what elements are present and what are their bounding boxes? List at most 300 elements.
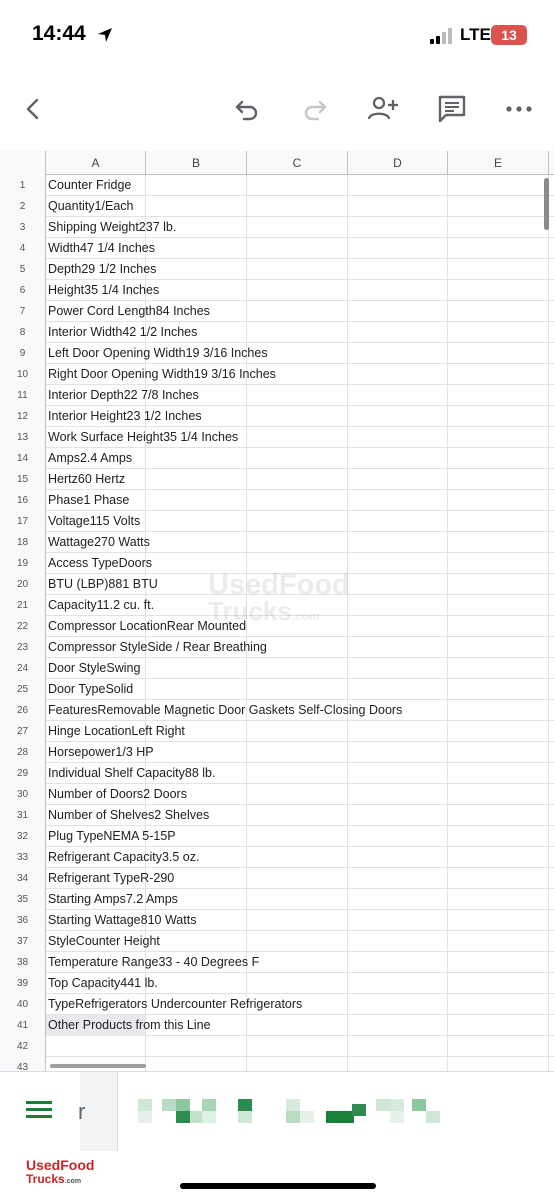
cell-c8[interactable] xyxy=(247,322,348,343)
cell-b43[interactable] xyxy=(146,1057,247,1071)
cell-d29[interactable] xyxy=(348,763,448,784)
cell-e30[interactable] xyxy=(448,784,549,805)
row-header[interactable]: 19 xyxy=(0,553,46,574)
cell-c34[interactable] xyxy=(247,868,348,889)
table-row xyxy=(0,742,554,763)
cell-c28[interactable] xyxy=(247,742,348,763)
cell-text: Shipping Weight237 lb. xyxy=(48,220,177,234)
row-header[interactable]: 30 xyxy=(0,784,46,805)
cell-text: Compressor StyleSide / Rear Breathing xyxy=(48,640,267,654)
row-header[interactable]: 18 xyxy=(0,532,46,553)
cell-c18[interactable] xyxy=(247,532,348,553)
cell-e40[interactable] xyxy=(448,994,549,1015)
cell-c19[interactable] xyxy=(247,553,348,574)
row-header[interactable]: 26 xyxy=(0,700,46,721)
table-row xyxy=(0,889,554,910)
cell-d42[interactable] xyxy=(348,1036,448,1057)
cell-e7[interactable] xyxy=(448,301,549,322)
row-header[interactable]: 17 xyxy=(0,511,46,532)
row-header[interactable]: 41 xyxy=(0,1015,46,1036)
cell-a42[interactable] xyxy=(46,1036,146,1057)
cell-e23[interactable] xyxy=(448,637,549,658)
table-row xyxy=(0,721,554,742)
row-header[interactable]: 8 xyxy=(0,322,46,343)
cell-e33[interactable] xyxy=(448,847,549,868)
row-header[interactable]: 32 xyxy=(0,826,46,847)
cell-text: Door StyleSwing xyxy=(48,661,141,675)
select-all-corner[interactable] xyxy=(0,151,46,175)
row-header[interactable]: 31 xyxy=(0,805,46,826)
cell-b15[interactable] xyxy=(146,469,247,490)
cell-d36[interactable] xyxy=(348,910,448,931)
add-person-icon xyxy=(367,95,399,123)
row-header[interactable]: 10 xyxy=(0,364,46,385)
table-row xyxy=(0,364,554,385)
cell-c24[interactable] xyxy=(247,658,348,679)
cell-text: Capacity11.2 cu. ft. xyxy=(48,598,155,612)
cell-d33[interactable] xyxy=(348,847,448,868)
cell-c27[interactable] xyxy=(247,721,348,742)
cell-text: Interior Height23 1/2 Inches xyxy=(48,409,202,423)
column-header-c[interactable]: C xyxy=(247,151,348,175)
undo-button[interactable] xyxy=(228,90,266,128)
cell-e11[interactable] xyxy=(448,385,549,406)
cell-text: Plug TypeNEMA 5-15P xyxy=(48,829,176,843)
cell-text: Amps2.4 Amps xyxy=(48,451,133,465)
cell-c38[interactable] xyxy=(247,952,348,973)
cell-e25[interactable] xyxy=(448,679,549,700)
cell-d1[interactable] xyxy=(348,175,448,196)
table-row xyxy=(0,784,554,805)
row-header[interactable]: 4 xyxy=(0,238,46,259)
cell-d28[interactable] xyxy=(348,742,448,763)
row-header[interactable]: 15 xyxy=(0,469,46,490)
cell-b39[interactable] xyxy=(146,973,247,994)
row-header[interactable]: 27 xyxy=(0,721,46,742)
row-header[interactable]: 42 xyxy=(0,1036,46,1057)
cell-e14[interactable] xyxy=(448,448,549,469)
cell-b19[interactable] xyxy=(146,553,247,574)
cell-d4[interactable] xyxy=(348,238,448,259)
cell-e13[interactable] xyxy=(448,427,549,448)
table-row xyxy=(0,868,554,889)
cell-c36[interactable] xyxy=(247,910,348,931)
row-header[interactable]: 22 xyxy=(0,616,46,637)
all-sheets-menu-icon[interactable] xyxy=(26,1101,54,1123)
cell-c25[interactable] xyxy=(247,679,348,700)
cell-c17[interactable] xyxy=(247,511,348,532)
table-row xyxy=(0,616,554,637)
cell-d6[interactable] xyxy=(348,280,448,301)
table-row xyxy=(0,826,554,847)
cell-d19[interactable] xyxy=(348,553,448,574)
cell-e41[interactable] xyxy=(448,1015,549,1036)
cell-text: Left Door Opening Width19 3/16 Inches xyxy=(48,346,268,360)
cell-text: Voltage115 Volts xyxy=(48,514,141,528)
cell-c11[interactable] xyxy=(247,385,348,406)
row-header[interactable]: 29 xyxy=(0,763,46,784)
row-header[interactable]: 40 xyxy=(0,994,46,1015)
table-row xyxy=(0,973,554,994)
cell-c3[interactable] xyxy=(247,217,348,238)
cell-e20[interactable] xyxy=(448,574,549,595)
column-header-a[interactable]: A xyxy=(46,151,146,175)
cell-e21[interactable] xyxy=(448,595,549,616)
cell-d16[interactable] xyxy=(348,490,448,511)
location-arrow-icon xyxy=(96,26,114,44)
cell-text: BTU (LBP)881 BTU xyxy=(48,577,158,591)
table-row xyxy=(0,805,554,826)
cell-b37[interactable] xyxy=(146,931,247,952)
cell-c7[interactable] xyxy=(247,301,348,322)
cell-b24[interactable] xyxy=(146,658,247,679)
sheet-tab-label: r xyxy=(78,1099,86,1124)
table-row xyxy=(0,1015,554,1036)
cell-d20[interactable] xyxy=(348,574,448,595)
table-row xyxy=(0,763,554,784)
cell-e4[interactable] xyxy=(448,238,549,259)
share-button[interactable] xyxy=(364,90,402,128)
cell-text: Interior Width42 1/2 Inches xyxy=(48,325,198,339)
table-row xyxy=(0,994,554,1015)
table-row xyxy=(0,595,554,616)
cell-e5[interactable] xyxy=(448,259,549,280)
cell-d24[interactable] xyxy=(348,658,448,679)
cell-text: FeaturesRemovable Magnetic Door Gaskets Self-Closing Doors xyxy=(48,703,403,717)
table-row xyxy=(0,175,554,196)
row-header[interactable]: 34 xyxy=(0,868,46,889)
table-row xyxy=(0,553,554,574)
row-header[interactable]: 16 xyxy=(0,490,46,511)
cell-e39[interactable] xyxy=(448,973,549,994)
row-header[interactable]: 21 xyxy=(0,595,46,616)
row-header[interactable]: 7 xyxy=(0,301,46,322)
sheet-tab[interactable] xyxy=(80,1072,118,1152)
cell-e24[interactable] xyxy=(448,658,549,679)
cell-d23[interactable] xyxy=(348,637,448,658)
cell-text: Compressor LocationRear Mounted xyxy=(48,619,247,633)
cell-c12[interactable] xyxy=(247,406,348,427)
cell-e38[interactable] xyxy=(448,952,549,973)
cell-d39[interactable] xyxy=(348,973,448,994)
cell-text: Height35 1/4 Inches xyxy=(48,283,160,297)
table-row xyxy=(0,700,554,721)
sheets-toolbar xyxy=(0,78,554,140)
cell-d21[interactable] xyxy=(348,595,448,616)
cell-d8[interactable] xyxy=(348,322,448,343)
cell-e15[interactable] xyxy=(448,469,549,490)
row-header[interactable]: 13 xyxy=(0,427,46,448)
row-header[interactable]: 24 xyxy=(0,658,46,679)
cell-e9[interactable] xyxy=(448,343,549,364)
cell-e6[interactable] xyxy=(448,280,549,301)
cell-d30[interactable] xyxy=(348,784,448,805)
cell-b16[interactable] xyxy=(146,490,247,511)
cell-b28[interactable] xyxy=(146,742,247,763)
back-button[interactable] xyxy=(14,90,52,128)
cell-c31[interactable] xyxy=(247,805,348,826)
cell-e29[interactable] xyxy=(448,763,549,784)
cell-b4[interactable] xyxy=(146,238,247,259)
cell-e3[interactable] xyxy=(448,217,549,238)
cell-d7[interactable] xyxy=(348,301,448,322)
cell-text: Wattage270 Watts xyxy=(48,535,150,549)
row-header[interactable]: 11 xyxy=(0,385,46,406)
cell-d13[interactable] xyxy=(348,427,448,448)
cell-e42[interactable] xyxy=(448,1036,549,1057)
cell-b6[interactable] xyxy=(146,280,247,301)
battery-indicator: 13 xyxy=(491,25,527,45)
cell-d43[interactable] xyxy=(348,1057,448,1071)
more-button[interactable] xyxy=(500,90,538,128)
cell-b18[interactable] xyxy=(146,532,247,553)
cell-e28[interactable] xyxy=(448,742,549,763)
cell-c30[interactable] xyxy=(247,784,348,805)
row-header[interactable]: 2 xyxy=(0,196,46,217)
cell-d15[interactable] xyxy=(348,469,448,490)
row-header[interactable]: 35 xyxy=(0,889,46,910)
cell-d5[interactable] xyxy=(348,259,448,280)
sheet-tabs-bar xyxy=(0,1071,554,1151)
table-row xyxy=(0,448,554,469)
row-header[interactable]: 12 xyxy=(0,406,46,427)
table-row xyxy=(0,322,554,343)
cell-c42[interactable] xyxy=(247,1036,348,1057)
row-header[interactable]: 23 xyxy=(0,637,46,658)
row-header[interactable]: 25 xyxy=(0,679,46,700)
cell-c33[interactable] xyxy=(247,847,348,868)
cell-text: StyleCounter Height xyxy=(48,934,160,948)
cell-c1[interactable] xyxy=(247,175,348,196)
row-header[interactable]: 43 xyxy=(0,1057,46,1071)
cell-c6[interactable] xyxy=(247,280,348,301)
cell-text: Hinge LocationLeft Right xyxy=(48,724,185,738)
footer xyxy=(0,1151,554,1200)
row-header[interactable]: 33 xyxy=(0,847,46,868)
cell-b42[interactable] xyxy=(146,1036,247,1057)
cell-e34[interactable] xyxy=(448,868,549,889)
row-header[interactable]: 6 xyxy=(0,280,46,301)
row-header[interactable]: 1 xyxy=(0,175,46,196)
site-logo: UsedFood Trucks.com xyxy=(26,1157,95,1186)
comment-button[interactable] xyxy=(433,90,471,128)
cell-c22[interactable] xyxy=(247,616,348,637)
cell-e8[interactable] xyxy=(448,322,549,343)
vertical-scrollbar[interactable] xyxy=(544,178,549,230)
table-row xyxy=(0,637,554,658)
table-row xyxy=(0,574,554,595)
cell-d10[interactable] xyxy=(348,364,448,385)
row-header[interactable]: 37 xyxy=(0,931,46,952)
table-row xyxy=(0,238,554,259)
cell-b5[interactable] xyxy=(146,259,247,280)
watermark: UsedFood Trucks.com xyxy=(208,569,350,626)
table-row xyxy=(0,343,554,364)
cell-d41[interactable] xyxy=(348,1015,448,1036)
cell-b25[interactable] xyxy=(146,679,247,700)
cell-text: Horsepower1/3 HP xyxy=(48,745,154,759)
cell-e19[interactable] xyxy=(448,553,549,574)
table-row xyxy=(0,280,554,301)
cell-e37[interactable] xyxy=(448,931,549,952)
cell-d31[interactable] xyxy=(348,805,448,826)
table-row xyxy=(0,847,554,868)
cell-text: Counter Fridge xyxy=(48,178,132,192)
column-header-b[interactable]: B xyxy=(146,151,247,175)
cell-e22[interactable] xyxy=(448,616,549,637)
cell-c39[interactable] xyxy=(247,973,348,994)
cell-e1[interactable] xyxy=(448,175,549,196)
table-row xyxy=(0,301,554,322)
cell-e16[interactable] xyxy=(448,490,549,511)
table-row xyxy=(0,385,554,406)
cell-d17[interactable] xyxy=(348,511,448,532)
cell-d38[interactable] xyxy=(348,952,448,973)
chevron-left-icon xyxy=(21,97,45,121)
cell-d40[interactable] xyxy=(348,994,448,1015)
row-header[interactable]: 36 xyxy=(0,910,46,931)
table-row xyxy=(0,469,554,490)
column-header-d[interactable]: D xyxy=(348,151,448,175)
cell-d34[interactable] xyxy=(348,868,448,889)
cell-b20[interactable] xyxy=(146,574,247,595)
home-indicator[interactable] xyxy=(180,1183,376,1189)
network-label: LTE xyxy=(460,25,491,44)
row-header[interactable]: 5 xyxy=(0,259,46,280)
cell-e36[interactable] xyxy=(448,910,549,931)
cell-e2[interactable] xyxy=(448,196,549,217)
cell-e18[interactable] xyxy=(448,532,549,553)
column-header-e[interactable]: E xyxy=(448,151,549,175)
row-header[interactable]: 39 xyxy=(0,973,46,994)
cell-e43[interactable] xyxy=(448,1057,549,1071)
table-row xyxy=(0,427,554,448)
table-row xyxy=(0,406,554,427)
table-row xyxy=(0,931,554,952)
cell-e32[interactable] xyxy=(448,826,549,847)
cell-e27[interactable] xyxy=(448,721,549,742)
table-row xyxy=(0,679,554,700)
table-row xyxy=(0,910,554,931)
cell-d27[interactable] xyxy=(348,721,448,742)
table-row xyxy=(0,532,554,553)
cell-c29[interactable] xyxy=(247,763,348,784)
clock: 14:44 xyxy=(32,22,86,45)
cell-e26[interactable] xyxy=(448,700,549,721)
cell-d22[interactable] xyxy=(348,616,448,637)
cell-e35[interactable] xyxy=(448,889,549,910)
cell-c14[interactable] xyxy=(247,448,348,469)
cell-e12[interactable] xyxy=(448,406,549,427)
cell-text: Right Door Opening Width19 3/16 Inches xyxy=(48,367,276,381)
cell-d9[interactable] xyxy=(348,343,448,364)
cell-b14[interactable] xyxy=(146,448,247,469)
cell-c13[interactable] xyxy=(247,427,348,448)
signal-strength-icon xyxy=(430,28,456,44)
cell-b2[interactable] xyxy=(146,196,247,217)
row-header[interactable]: 3 xyxy=(0,217,46,238)
cell-d11[interactable] xyxy=(348,385,448,406)
undo-icon xyxy=(233,95,261,123)
cell-text: Other Products from this Line xyxy=(48,1018,211,1032)
cell-c21[interactable] xyxy=(247,595,348,616)
table-row xyxy=(0,490,554,511)
cell-d32[interactable] xyxy=(348,826,448,847)
table-row xyxy=(0,1036,554,1057)
more-horizontal-icon xyxy=(506,105,532,113)
row-header[interactable]: 14 xyxy=(0,448,46,469)
cell-b17[interactable] xyxy=(146,511,247,532)
row-header[interactable]: 9 xyxy=(0,343,46,364)
status-bar xyxy=(0,0,554,70)
cell-d18[interactable] xyxy=(348,532,448,553)
cell-text: Number of Doors2 Doors xyxy=(48,787,187,801)
cell-text: Starting Amps7.2 Amps xyxy=(48,892,178,906)
table-row xyxy=(0,196,554,217)
cell-c16[interactable] xyxy=(247,490,348,511)
column-header-bar xyxy=(0,151,554,175)
cell-d14[interactable] xyxy=(348,448,448,469)
cell-d35[interactable] xyxy=(348,889,448,910)
cell-c15[interactable] xyxy=(247,469,348,490)
horizontal-scrollbar[interactable] xyxy=(50,1064,146,1068)
cell-text: Starting Wattage810 Watts xyxy=(48,913,197,927)
cell-text: Door TypeSolid xyxy=(48,682,134,696)
cell-text: Interior Depth22 7/8 Inches xyxy=(48,388,199,402)
row-header[interactable]: 20 xyxy=(0,574,46,595)
cell-text: Quantity1/Each xyxy=(48,199,134,213)
row-header[interactable]: 28 xyxy=(0,742,46,763)
cell-e10[interactable] xyxy=(448,364,549,385)
cell-d25[interactable] xyxy=(348,679,448,700)
cell-text: Number of Shelves2 Shelves xyxy=(48,808,210,822)
cell-e31[interactable] xyxy=(448,805,549,826)
cell-text: Access TypeDoors xyxy=(48,556,152,570)
cell-c43[interactable] xyxy=(247,1057,348,1071)
cell-b21[interactable] xyxy=(146,595,247,616)
cell-c20[interactable] xyxy=(247,574,348,595)
redo-button[interactable] xyxy=(296,90,334,128)
table-row xyxy=(0,259,554,280)
spreadsheet-grid[interactable] xyxy=(0,151,554,1071)
cell-d2[interactable] xyxy=(348,196,448,217)
cell-d37[interactable] xyxy=(348,931,448,952)
cell-text: TypeRefrigerators Undercounter Refrigerators xyxy=(48,997,303,1011)
cell-text: Phase1 Phase xyxy=(48,493,130,507)
cell-text: Temperature Range33 - 40 Degrees F xyxy=(48,955,260,969)
cell-c2[interactable] xyxy=(247,196,348,217)
cell-text: Individual Shelf Capacity88 lb. xyxy=(48,766,216,780)
cell-e17[interactable] xyxy=(448,511,549,532)
cell-d12[interactable] xyxy=(348,406,448,427)
row-header[interactable]: 38 xyxy=(0,952,46,973)
cell-text: Refrigerant Capacity3.5 oz. xyxy=(48,850,200,864)
cell-c41[interactable] xyxy=(247,1015,348,1036)
cell-text: Top Capacity441 lb. xyxy=(48,976,158,990)
comment-icon xyxy=(437,94,467,124)
cell-c35[interactable] xyxy=(247,889,348,910)
cell-c32[interactable] xyxy=(247,826,348,847)
cell-text: Work Surface Height35 1/4 Inches xyxy=(48,430,239,444)
cell-c4[interactable] xyxy=(247,238,348,259)
cell-b1[interactable] xyxy=(146,175,247,196)
table-row xyxy=(0,511,554,532)
cell-text: Width47 1/4 Inches xyxy=(48,241,156,255)
cell-c37[interactable] xyxy=(247,931,348,952)
cell-c5[interactable] xyxy=(247,259,348,280)
redo-icon xyxy=(301,95,329,123)
cell-d3[interactable] xyxy=(348,217,448,238)
